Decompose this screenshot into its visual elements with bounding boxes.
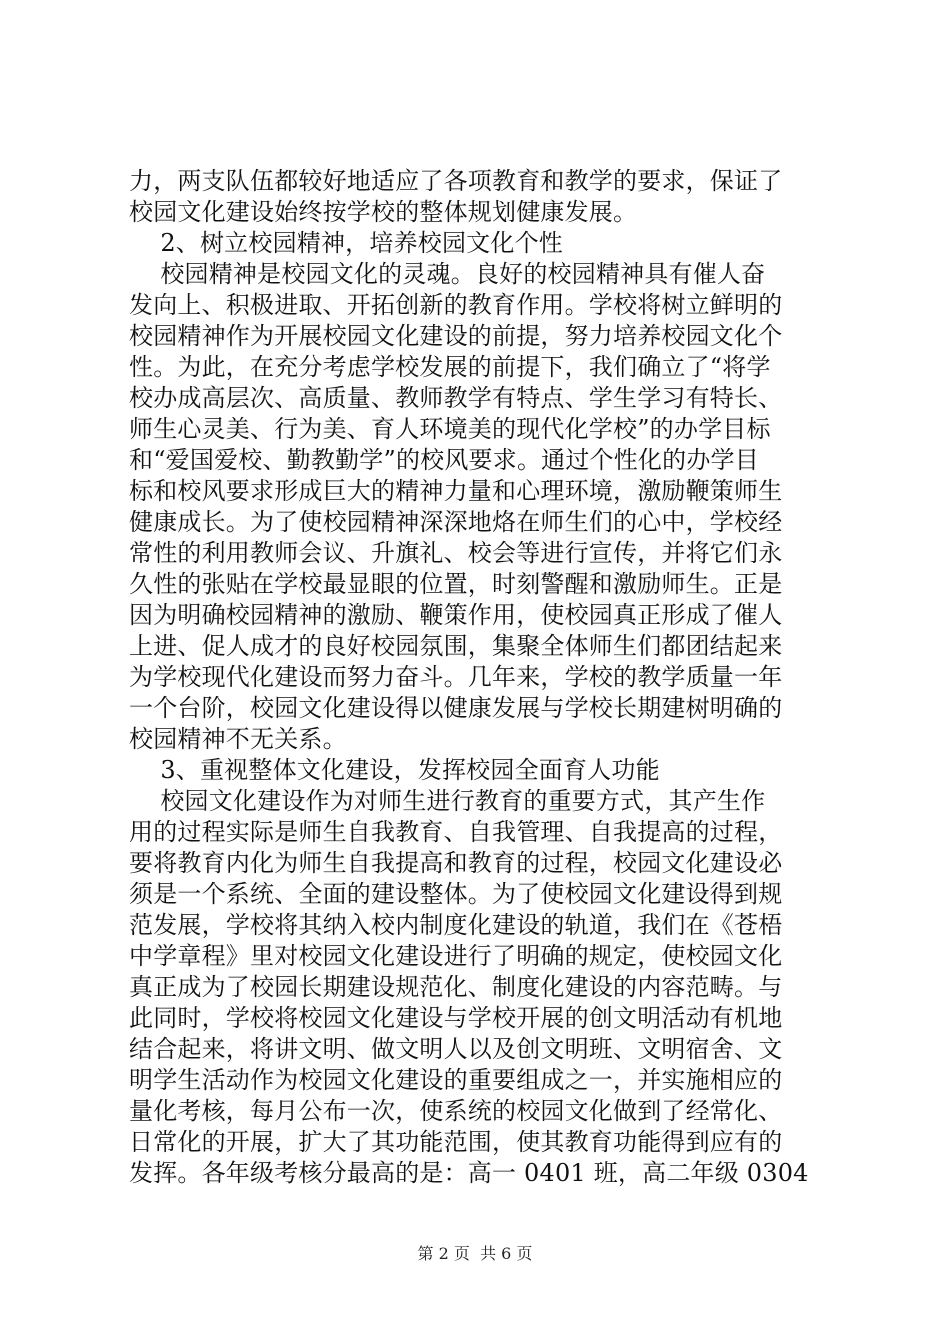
text-line: 日常化的开展，扩大了其功能范围，使其教育功能得到应有的 bbox=[129, 1128, 783, 1156]
text-line: 要将教育内化为师生自我提高和教育的过程，校园文化建设必 bbox=[129, 849, 783, 877]
text-line: 发向上、积极进取、开拓创新的教育作用。学校将树立鲜明的 bbox=[129, 291, 783, 319]
text-line: 校园精神是校园文化的灵魂。良好的校园精神具有催人奋 bbox=[129, 260, 766, 288]
text-line: 上进、促人成才的良好校园氛围，集聚全体师生们都团结起来 bbox=[129, 632, 783, 660]
section-heading: 2、树立校园精神，培养校园文化个性 bbox=[129, 229, 563, 257]
text-line: 和“爱国爱校、勤教勤学”的校风要求。通过个性化的办学目 bbox=[129, 446, 759, 474]
text-line: 因为明确校园精神的激励、鞭策作用，使校园真正形成了催人 bbox=[129, 601, 783, 629]
text-line: 真正成为了校园长期建设规范化、制度化建设的内容范畴。与 bbox=[129, 973, 783, 1001]
text-line: 一个台阶，校园文化建设得以健康发展与学校长期建树明确的 bbox=[129, 694, 783, 722]
text-line: 久性的张贴在学校最显眼的位置，时刻警醒和激励师生。正是 bbox=[129, 570, 783, 598]
text-line: 结合起来，将讲文明、做文明人以及创文明班、文明宿舍、文 bbox=[129, 1035, 783, 1063]
text-line: 校办成高层次、高质量、教师教学有特点、学生学习有特长、 bbox=[129, 384, 783, 412]
text-line: 须是一个系统、全面的建设整体。为了使校园文化建设得到规 bbox=[129, 880, 783, 908]
text-line: 范发展，学校将其纳入校内制度化建设的轨道，我们在《苍梧 bbox=[129, 911, 783, 939]
page-number-footer: 第 2 页 共 6 页 bbox=[417, 1244, 533, 1263]
text-line: 量化考核，每月公布一次，使系统的校园文化做到了经常化、 bbox=[129, 1097, 783, 1125]
text-line: 此同时，学校将校园文化建设与学校开展的创文明活动有机地 bbox=[129, 1004, 783, 1032]
text-line: 健康成长。为了使校园精神深深地烙在师生们的心中，学校经 bbox=[129, 508, 783, 536]
text-line: 中学章程》里对校园文化建设进行了明确的规定，使校园文化 bbox=[129, 942, 783, 970]
text-line: 标和校风要求形成巨大的精神力量和心理环境，激励鞭策师生 bbox=[129, 477, 783, 505]
text-line: 校园精神不无关系。 bbox=[129, 725, 347, 753]
text-line: 校园文化建设始终按学校的整体规划健康发展。 bbox=[129, 198, 638, 226]
text-line: 校园文化建设作为对师生进行教育的重要方式，其产生作 bbox=[129, 787, 766, 815]
section-heading: 3、重视整体文化建设，发挥校园全面育人功能 bbox=[129, 756, 660, 784]
text-line: 用的过程实际是师生自我教育、自我管理、自我提高的过程， bbox=[129, 818, 783, 846]
text-line: 发挥。各年级考核分最高的是：高一 0401 班，高二年级 0304 bbox=[129, 1159, 809, 1187]
text-line: 师生心灵美、行为美、育人环境美的现代化学校”的办学目标 bbox=[129, 415, 771, 443]
text-line: 力，两支队伍都较好地适应了各项教育和教学的要求，保证了 bbox=[129, 167, 783, 195]
text-line: 明学生活动作为校园文化建设的重要组成之一，并实施相应的 bbox=[129, 1066, 783, 1094]
text-line: 常性的利用教师会议、升旗礼、校会等进行宣传，并将它们永 bbox=[129, 539, 783, 567]
text-line: 性。为此，在充分考虑学校发展的前提下，我们确立了“将学 bbox=[129, 353, 771, 381]
text-line: 校园精神作为开展校园文化建设的前提，努力培养校园文化个 bbox=[129, 322, 783, 350]
text-line: 为学校现代化建设而努力奋斗。几年来，学校的教学质量一年 bbox=[129, 663, 783, 691]
